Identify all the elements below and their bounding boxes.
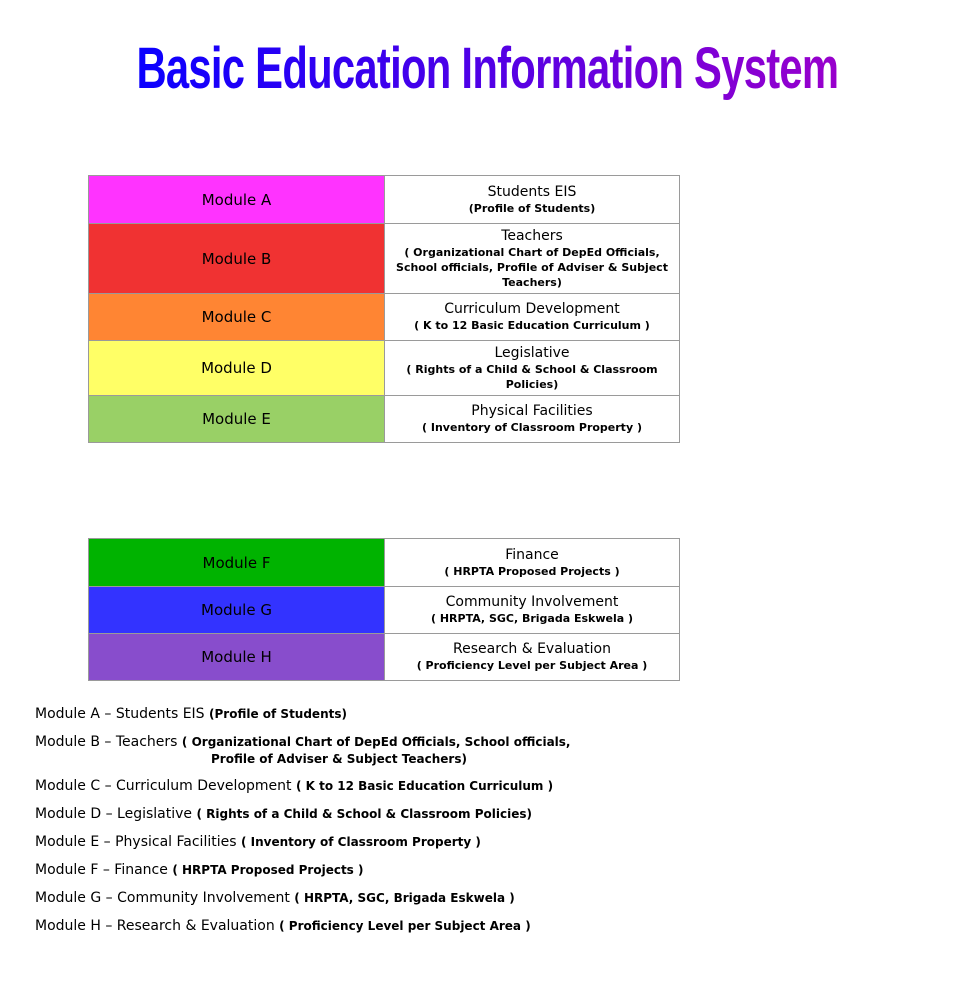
list-item-detail: ( HRPTA, SGC, Brigada Eskwela ) xyxy=(294,891,515,905)
module-title: Community Involvement xyxy=(445,594,619,610)
module-title: Legislative xyxy=(494,344,570,361)
list-item-main: Module D – Legislative xyxy=(35,806,197,822)
module-title: Finance xyxy=(505,546,559,563)
list-item xyxy=(35,806,735,823)
module-summary-list xyxy=(35,706,735,946)
list-item-detail: ( K to 12 Basic Education Curriculum ) xyxy=(295,779,554,793)
module-desc-cell xyxy=(385,294,680,341)
module-subtitle: ( HRPTA Proposed Projects ) xyxy=(444,564,620,578)
list-item-main: Module B – Teachers xyxy=(35,734,182,750)
module-label-cell: Module E xyxy=(89,396,385,443)
list-item-main: Module C – Curriculum Development xyxy=(35,778,296,794)
module-title: Teachers xyxy=(501,227,563,244)
table-row xyxy=(89,294,680,341)
list-item-detail: ( Organizational Chart of DepEd Officials, School officials, xyxy=(181,735,571,749)
module-title: Students EIS xyxy=(487,183,577,200)
module-label-cell: Module A xyxy=(89,176,385,224)
module-label-cell: Module C xyxy=(89,294,385,341)
module-subtitle: (Profile of Students) xyxy=(468,201,596,215)
module-subtitle: ( HRPTA, SGC, Brigada Eskwela ) xyxy=(430,612,634,625)
list-item-detail: ( Proficiency Level per Subject Area ) xyxy=(279,919,531,933)
list-item-detail: ( Rights of a Child & School & Classroom Policies) xyxy=(196,807,532,821)
list-item-detail: ( HRPTA Proposed Projects ) xyxy=(172,863,364,877)
module-label-cell: Module F xyxy=(89,539,385,587)
module-title: Physical Facilities xyxy=(471,403,593,419)
module-desc-cell xyxy=(385,341,680,396)
table-row xyxy=(89,539,680,587)
module-label-cell: Module D xyxy=(89,341,385,396)
list-item xyxy=(35,890,735,907)
list-item xyxy=(35,862,735,879)
module-label-cell: Module B xyxy=(89,224,385,294)
list-item-main: Module E – Physical Facilities xyxy=(35,834,241,850)
module-subtitle: ( Proficiency Level per Subject Area ) xyxy=(416,659,648,672)
module-desc-cell xyxy=(385,634,680,681)
module-subtitle: ( Inventory of Classroom Property ) xyxy=(422,421,642,434)
module-subtitle: ( Organizational Chart of DepEd Officials, School officials, Profile of Adviser & Subject Teachers) xyxy=(396,245,668,289)
module-desc-cell xyxy=(385,224,680,294)
list-item-main: Module G – Community Involvement xyxy=(35,890,295,906)
modules-table-f-h xyxy=(88,538,680,681)
page-title: Basic Education Information System xyxy=(136,30,838,108)
module-label-cell: Module G xyxy=(89,587,385,634)
table-row xyxy=(89,396,680,443)
list-item-detail: (Profile of Students) xyxy=(209,707,347,721)
list-item xyxy=(35,706,735,723)
module-title: Curriculum Development xyxy=(444,301,620,317)
list-item-detail-continued: Profile of Adviser & Subject Teachers) xyxy=(211,752,467,766)
title-wrap xyxy=(0,30,839,108)
list-item xyxy=(35,734,735,767)
table-row xyxy=(89,176,680,224)
list-item xyxy=(35,918,735,935)
module-desc-cell xyxy=(385,539,680,587)
modules-table-a-e xyxy=(88,175,680,443)
list-item-main: Module F – Finance xyxy=(35,862,173,878)
list-item xyxy=(35,834,735,851)
module-subtitle: ( K to 12 Basic Education Curriculum ) xyxy=(414,319,650,332)
module-label-cell: Module H xyxy=(89,634,385,681)
list-item-detail: ( Inventory of Classroom Property ) xyxy=(240,835,481,849)
list-item-main: Module H – Research & Evaluation xyxy=(35,918,280,934)
table-row xyxy=(89,341,680,396)
table-row xyxy=(89,634,680,681)
module-desc-cell xyxy=(385,176,680,224)
table-row xyxy=(89,587,680,634)
module-subtitle: ( Rights of a Child & School & Classroom Policies) xyxy=(406,362,658,391)
table-row xyxy=(89,224,680,294)
module-title: Research & Evaluation xyxy=(453,641,611,657)
module-desc-cell xyxy=(385,587,680,634)
list-item xyxy=(35,778,735,795)
module-desc-cell xyxy=(385,396,680,443)
list-item-main: Module A – Students EIS xyxy=(35,706,210,722)
